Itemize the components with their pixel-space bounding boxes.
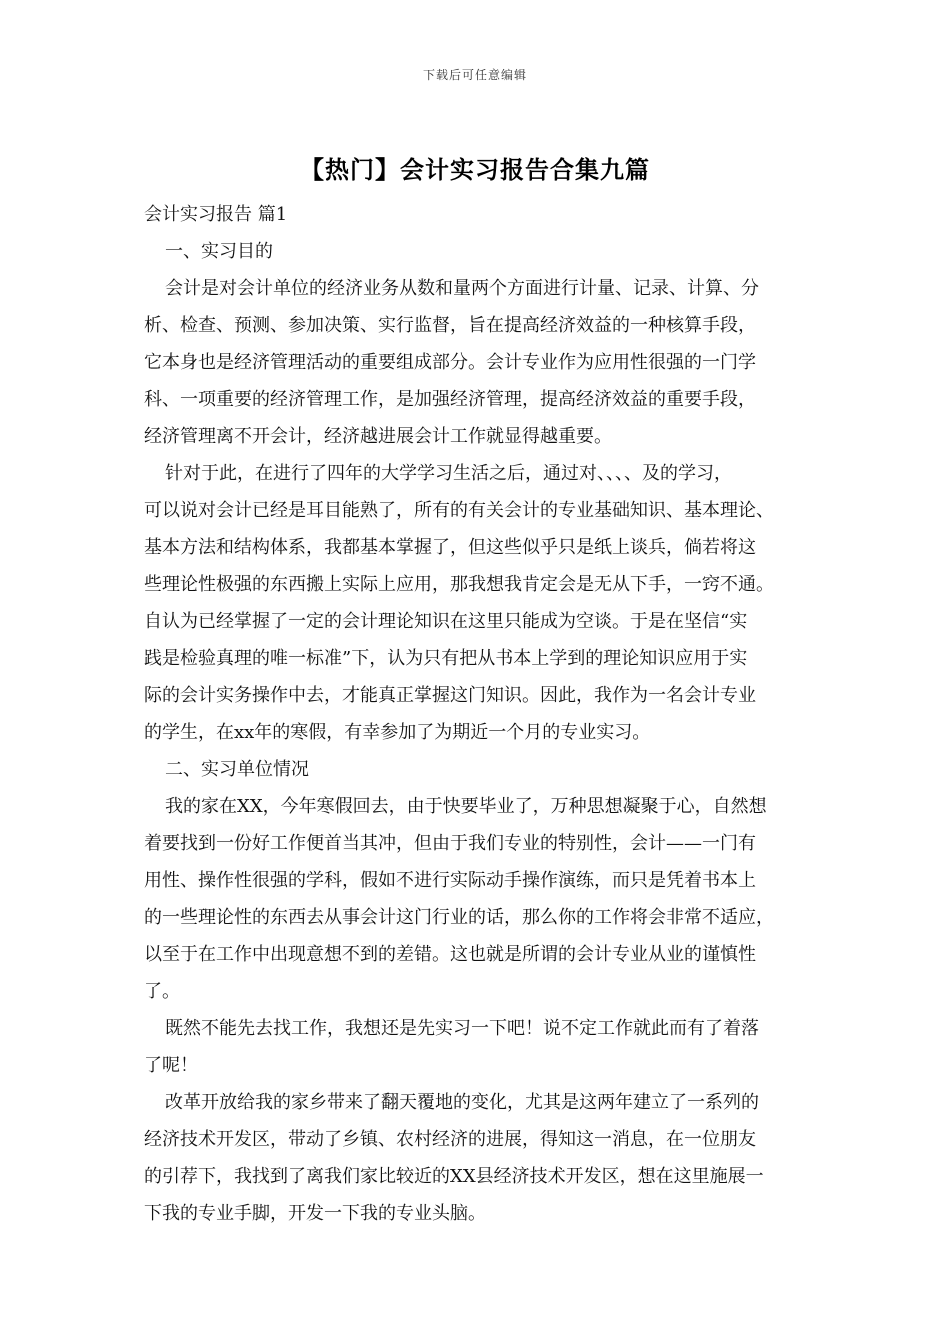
text-line: 改革开放给我的家乡带来了翻天覆地的变化，尤其是这两年建立了一系列的	[165, 1092, 759, 1113]
text-line: 会计是对会计单位的经济业务从数和量两个方面进行计量、记录、计算、分	[165, 278, 759, 299]
text-line: 些理论性极强的东西搬上实际上应用，那我想我肯定会是无从下手，一窍不通。	[144, 574, 774, 595]
text-line: 经济管理离不开会计，经济越进展会计工作就显得越重要。	[144, 426, 612, 447]
text-line: 它本身也是经济管理活动的重要组成部分。会计专业作为应用性很强的一门学	[144, 352, 756, 373]
text-line: 科、一项重要的经济管理工作，是加强经济管理，提高经济效益的重要手段，	[144, 389, 756, 410]
text-line: 经济技术开发区，带动了乡镇、农村经济的进展，得知这一消息，在一位朋友	[144, 1129, 756, 1150]
text-line: 自认为已经掌握了一定的会计理论知识在这里只能成为空谈。于是在坚信“实	[144, 611, 748, 632]
section-subtitle: 会计实习报告 篇1	[144, 204, 288, 225]
text-line: 下我的专业手脚，开发一下我的专业头脑。	[144, 1203, 486, 1224]
text-line: 既然不能先去找工作，我想还是先实习一下吧！说不定工作就此而有了着落	[165, 1018, 759, 1039]
page-title: 【热门】会计实习报告合集九篇	[300, 156, 650, 184]
text-line: 可以说对会计已经是耳目能熟了，所有的有关会计的专业基础知识、基本理论、	[144, 500, 774, 521]
text-line: 以至于在工作中出现意想不到的差错。这也就是所谓的会计专业从业的谨慎性	[144, 944, 756, 965]
text-line: 的一些理论性的东西去从事会计这门行业的话，那么你的工作将会非常不适应，	[144, 907, 774, 928]
text-line: 了呢！	[144, 1055, 198, 1076]
text-line: 了。	[144, 981, 180, 1002]
paragraph-lines	[144, 233, 824, 1232]
text-line: 的引荐下，我找到了离我们家比较近的XX县经济技术开发区，想在这里施展一	[144, 1166, 764, 1187]
text-line: 一、实习目的	[165, 241, 273, 262]
text-line: 析、检查、预测、参加决策、实行监督，旨在提高经济效益的一种核算手段，	[144, 315, 756, 336]
text-line: 二、实习单位情况	[165, 759, 309, 780]
text-line: 基本方法和结构体系，我都基本掌握了，但这些似乎只是纸上谈兵，倘若将这	[144, 537, 756, 558]
text-line: 的学生，在xx年的寒假，有幸参加了为期近一个月的专业实习。	[144, 722, 651, 743]
text-line: 践是检验真理的唯一标准”下，认为只有把从书本上学到的理论知识应用于实	[144, 648, 748, 669]
text-line: 针对于此，在进行了四年的大学学习生活之后，通过对、、、、及的学习，	[165, 463, 732, 484]
document-body	[144, 196, 824, 1232]
text-line: 我的家在XX，今年寒假回去，由于快要毕业了，万种思想凝聚于心，自然想	[165, 796, 767, 817]
text-line: 际的会计实务操作中去，才能真正掌握这门知识。因此，我作为一名会计专业	[144, 685, 756, 706]
text-line: 着要找到一份好工作便首当其冲，但由于我们专业的特别性，会计——一门有	[144, 833, 756, 854]
header-note: 下载后可任意编辑	[422, 68, 527, 82]
text-line: 用性、操作性很强的学科，假如不进行实际动手操作演练，而只是凭着书本上	[144, 870, 756, 891]
